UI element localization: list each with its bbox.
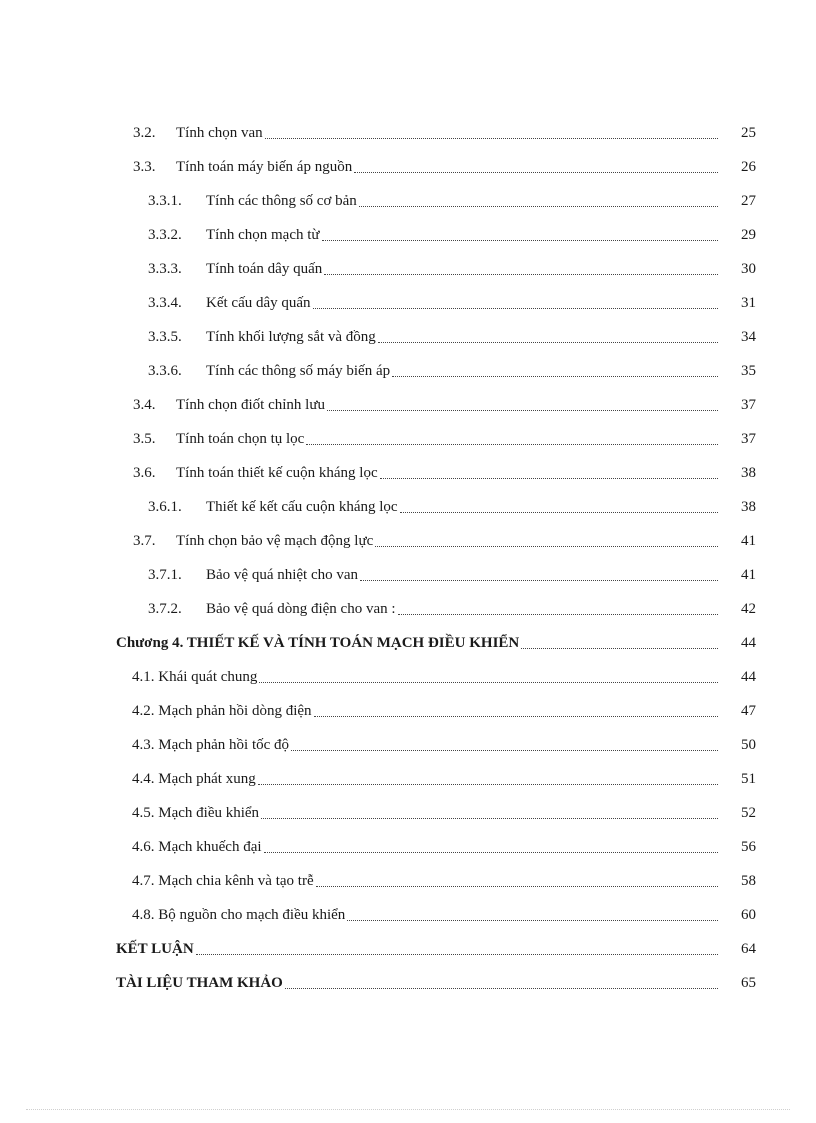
- dot-leader: [313, 307, 718, 309]
- dot-leader: [521, 647, 718, 649]
- dot-leader: [322, 239, 718, 241]
- toc-page-number: 30: [741, 260, 756, 277]
- toc-number: 3.3.4.: [148, 294, 182, 311]
- dot-leader: [380, 477, 718, 479]
- toc-title: Tính toán dây quấn: [206, 260, 323, 277]
- toc-page-number: 34: [741, 328, 756, 345]
- toc-entry-4-4[interactable]: [0, 762, 816, 796]
- dot-leader: [327, 409, 718, 411]
- toc-page-number: 64: [741, 940, 756, 957]
- toc-entry-3-3-6[interactable]: [0, 354, 816, 388]
- toc-entry-3-6[interactable]: [0, 456, 816, 490]
- toc-page-number: 56: [741, 838, 756, 855]
- toc-number: 3.3.: [133, 158, 156, 175]
- toc-title: Bảo vệ quá nhiệt cho van: [206, 566, 359, 583]
- toc-page-number: 35: [741, 362, 756, 379]
- toc-entry-3-3-2[interactable]: [0, 218, 816, 252]
- dot-leader: [261, 817, 718, 819]
- toc-page-number: 29: [741, 226, 756, 243]
- toc-page-number: 50: [741, 736, 756, 753]
- toc-number: 3.3.5.: [148, 328, 182, 345]
- toc-entry-conclusion[interactable]: [0, 932, 816, 966]
- toc-number: 3.4.: [133, 396, 156, 413]
- toc-title: 4.5. Mạch điều khiển: [132, 804, 260, 821]
- dot-leader: [306, 443, 718, 445]
- toc-page-number: 44: [741, 668, 756, 685]
- toc-number: 3.3.1.: [148, 192, 182, 209]
- toc-entry-3-5[interactable]: [0, 422, 816, 456]
- dot-leader: [398, 613, 718, 615]
- toc-number: 3.7.1.: [148, 566, 182, 583]
- dot-leader: [196, 953, 718, 955]
- toc-entry-4-6[interactable]: [0, 830, 816, 864]
- toc-page-number: 41: [741, 532, 756, 549]
- toc-page-number: 51: [741, 770, 756, 787]
- toc-title: KẾT LUẬN: [116, 940, 194, 957]
- toc-page-number: 37: [741, 430, 756, 447]
- toc-page-number: 60: [741, 906, 756, 923]
- toc-title: Thiết kế kết cấu cuộn kháng lọc: [206, 498, 398, 515]
- toc-page-number: 37: [741, 396, 756, 413]
- toc-number: 3.7.: [133, 532, 156, 549]
- toc-page-number: 58: [741, 872, 756, 889]
- toc-title: Tính các thông số máy biến áp: [206, 362, 391, 379]
- toc-page-number: 38: [741, 464, 756, 481]
- toc-title: 4.8. Bộ nguồn cho mạch điều khiển: [132, 906, 346, 923]
- toc-entry-4-5[interactable]: [0, 796, 816, 830]
- toc-title: Bảo vệ quá dòng điện cho van :: [206, 600, 396, 617]
- toc-title: Tính chọn mạch từ: [206, 226, 320, 243]
- toc-entry-3-4[interactable]: [0, 388, 816, 422]
- toc-page-number: 42: [741, 600, 756, 617]
- toc-title: Kết cấu dây quấn: [206, 294, 311, 311]
- toc-title: TÀI LIỆU THAM KHẢO: [116, 974, 283, 991]
- toc-title: 4.4. Mạch phát xung: [132, 770, 256, 787]
- dot-leader: [354, 171, 718, 173]
- toc-entry-4-7[interactable]: [0, 864, 816, 898]
- toc-number: 3.3.2.: [148, 226, 182, 243]
- toc-entry-4-2[interactable]: [0, 694, 816, 728]
- toc-entry-3-3-3[interactable]: [0, 252, 816, 286]
- toc-entry-4-3[interactable]: [0, 728, 816, 762]
- toc-entry-3-3[interactable]: [0, 150, 816, 184]
- toc-title: Tính toán máy biến áp nguồn: [176, 158, 353, 175]
- toc-number: 3.7.2.: [148, 600, 182, 617]
- toc-entry-3-3-4[interactable]: [0, 286, 816, 320]
- toc-number: 3.2.: [133, 124, 156, 141]
- toc-title: Tính các thông số cơ bản: [206, 192, 357, 209]
- toc-number: 3.3.3.: [148, 260, 182, 277]
- toc-title: Tính toán chọn tụ lọc: [176, 430, 305, 447]
- dot-leader: [359, 205, 718, 207]
- toc-title: 4.1. Khái quát chung: [132, 668, 258, 685]
- dot-leader: [324, 273, 718, 275]
- toc-title: Tính chọn điốt chỉnh lưu: [176, 396, 325, 413]
- toc-number: 3.5.: [133, 430, 156, 447]
- toc-title: 4.2. Mạch phản hồi dòng điện: [132, 702, 312, 719]
- toc-entry-3-2[interactable]: [0, 116, 816, 150]
- toc-title: Tính toán thiết kế cuộn kháng lọc: [176, 464, 378, 481]
- toc-page-number: 38: [741, 498, 756, 515]
- toc-title: 4.7. Mạch chia kênh và tạo trễ: [132, 872, 314, 889]
- dot-leader: [400, 511, 718, 513]
- toc-entry-4-8[interactable]: [0, 898, 816, 932]
- dot-leader: [264, 851, 718, 853]
- dot-leader: [265, 137, 718, 139]
- dot-leader: [347, 919, 718, 921]
- toc-entry-3-7-2[interactable]: [0, 592, 816, 626]
- toc-title: 4.3. Mạch phản hồi tốc độ: [132, 736, 290, 753]
- toc-page-number: 27: [741, 192, 756, 209]
- toc-page-number: 26: [741, 158, 756, 175]
- dot-leader: [258, 783, 718, 785]
- toc-page-number: 31: [741, 294, 756, 311]
- toc-entry-3-3-5[interactable]: [0, 320, 816, 354]
- toc-page-number: 52: [741, 804, 756, 821]
- toc-entry-references[interactable]: [0, 966, 816, 1000]
- dot-leader: [316, 885, 718, 887]
- toc-number: 3.6.: [133, 464, 156, 481]
- dot-leader: [378, 341, 718, 343]
- toc-page-number: 25: [741, 124, 756, 141]
- dot-leader: [375, 545, 718, 547]
- page-bottom-dotted-rule: [26, 1108, 790, 1110]
- dot-leader: [285, 987, 718, 989]
- toc-page-number: 65: [741, 974, 756, 991]
- toc-title: Tính khối lượng sắt và đồng: [206, 328, 376, 345]
- dot-leader: [291, 749, 718, 751]
- toc-page-number: 47: [741, 702, 756, 719]
- toc-page-number: 44: [741, 634, 756, 651]
- toc-entry-3-7[interactable]: [0, 524, 816, 558]
- toc-entry-chapter-4[interactable]: [0, 626, 816, 660]
- toc-number: 3.6.1.: [148, 498, 182, 515]
- toc-entry-3-3-1[interactable]: [0, 184, 816, 218]
- toc-number: 3.3.6.: [148, 362, 182, 379]
- toc-title: Tính chọn van: [176, 124, 263, 141]
- dot-leader: [392, 375, 718, 377]
- dot-leader: [314, 715, 718, 717]
- toc-title: 4.6. Mạch khuếch đại: [132, 838, 262, 855]
- toc-entry-3-6-1[interactable]: [0, 490, 816, 524]
- toc-title: Chương 4. THIẾT KẾ VÀ TÍNH TOÁN MẠCH ĐIỀU KHIỂN: [116, 634, 520, 651]
- toc-entry-3-7-1[interactable]: [0, 558, 816, 592]
- dot-leader: [259, 681, 718, 683]
- table-of-contents: [0, 116, 816, 1000]
- toc-page-number: 41: [741, 566, 756, 583]
- toc-entry-4-1[interactable]: [0, 660, 816, 694]
- dot-leader: [360, 579, 718, 581]
- toc-title: Tính chọn bảo vệ mạch động lực: [176, 532, 374, 549]
